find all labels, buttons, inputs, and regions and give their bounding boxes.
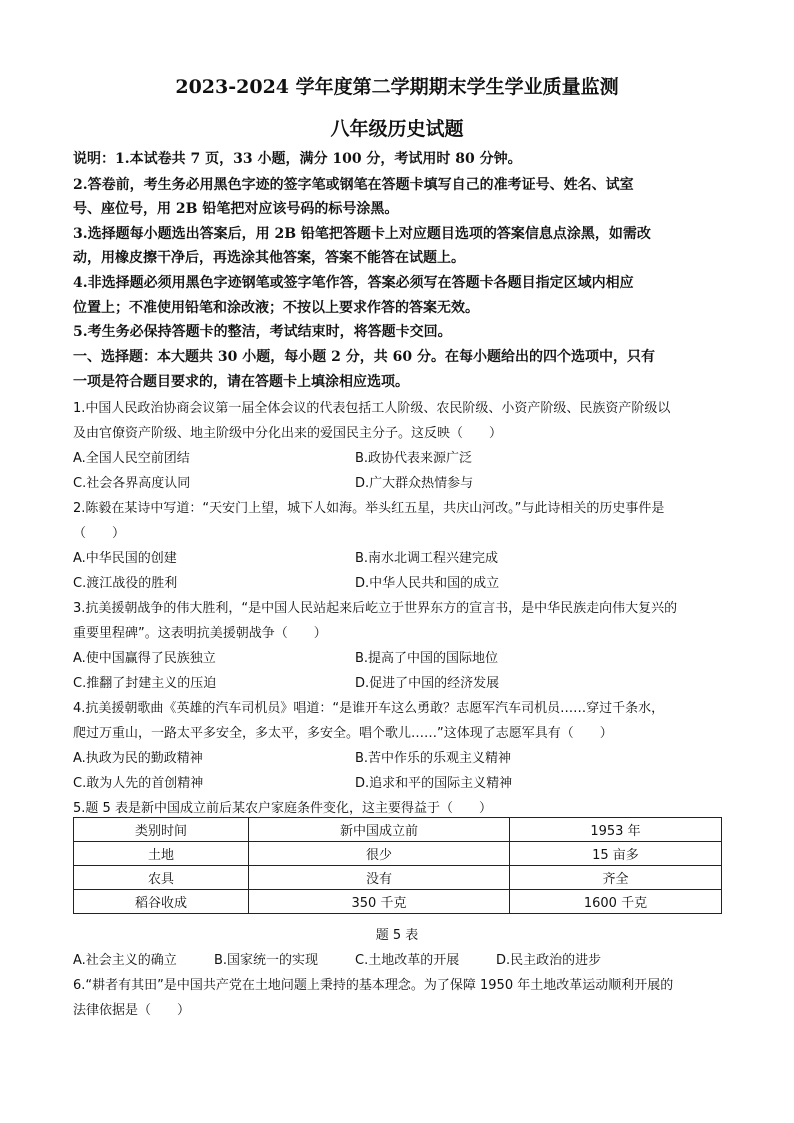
question-1-stem: 1.中国人民政治协商会议第一届全体会议的代表包括工人阶级、农民阶级、小资产阶级、民族资产阶级以 [73, 401, 671, 416]
question-5-option-d: D.民主政治的进步 [496, 953, 602, 968]
question-3-stem: 3.抗美援朝战争的伟大胜利，“是中国人民站起来后屹立于世界东方的宣言书，是中华民族走向伟大复兴的 [73, 601, 678, 616]
question-2-stem: （ ） [73, 526, 126, 541]
question-2-option-c: C.渡江战役的胜利 [73, 576, 178, 591]
question-1-option-d: D.广大群众热情参与 [355, 476, 474, 491]
table-cell: 稻谷收成 [74, 890, 249, 914]
table-caption: 题 5 表 [375, 928, 419, 943]
exam-subtitle: 八年级历史试题 [330, 118, 464, 140]
question-5-table [73, 817, 722, 914]
table-row [74, 818, 722, 842]
question-4-stem: 爬过万重山，一路太平多安全，多太平，多安全。唱个歌儿……”这体现了志愿军具有（ ） [73, 726, 613, 741]
question-3-option-c: C.推翻了封建主义的压迫 [73, 676, 217, 691]
question-5-option-b: B.国家统一的实现 [214, 953, 319, 968]
table-row [74, 890, 722, 914]
question-1-stem: 及由官僚资产阶级、地主阶级中分化出来的爱国民主分子。这反映（ ） [73, 426, 503, 441]
table-cell: 很少 [249, 842, 510, 866]
table-cell: 350 千克 [249, 890, 510, 914]
question-2-option-a: A.中华民国的创建 [73, 551, 177, 566]
question-4-option-d: D.追求和平的国际主义精神 [355, 776, 513, 791]
instruction-line: 动，用橡皮擦干净后，再选涂其他答案，答案不能答在试题上。 [73, 250, 465, 266]
question-2-stem: 2.陈毅在某诗中写道：“天安门上望，城下人如海。举头红五星，共庆山河改。”与此诗相关的历史事件是 [73, 501, 665, 516]
instruction-line: 说明：1.本试卷共 7 页，33 小题，满分 100 分，考试用时 80 分钟。 [73, 151, 522, 167]
section-heading: 一项是符合题目要求的，请在答题卡上填涂相应选项。 [73, 374, 409, 390]
question-3-option-b: B.提高了中国的国际地位 [355, 651, 499, 666]
question-3-option-d: D.促进了中国的经济发展 [355, 676, 500, 691]
instruction-line: 位置上；不准使用铅笔和涂改液；不按以上要求作答的答案无效。 [73, 300, 479, 316]
table-row [74, 866, 722, 890]
section-heading: 一、选择题：本大题共 30 小题，每小题 2 分，共 60 分。在每小题给出的四个选项中，只有 [73, 349, 655, 365]
table-cell: 15 亩多 [509, 842, 721, 866]
question-3-option-a: A.使中国赢得了民族独立 [73, 651, 216, 666]
table-cell: 1600 千克 [509, 890, 721, 914]
question-4-option-c: C.敢为人先的首创精神 [73, 776, 204, 791]
question-4-option-a: A.执政为民的勤政精神 [73, 751, 203, 766]
instruction-line: 3.选择题每小题选出答案后，用 2B 铅笔把答题卡上对应题目选项的答案信息点涂黑，如需改 [73, 226, 651, 242]
question-3-stem: 重要里程碑”。这表明抗美援朝战争（ ） [73, 626, 327, 641]
table-cell: 齐全 [509, 866, 721, 890]
exam-title: 2023-2024 学年度第二学期期末学生学业质量监测 [175, 76, 619, 98]
instruction-line: 5.考生务必保持答题卡的整洁，考试结束时，将答题卡交回。 [73, 324, 452, 340]
question-6-stem: 6.“耕者有其田”是中国共产党在土地问题上秉持的基本理念。为了保障 1950 年土地改革运动顺利开展的 [73, 978, 674, 993]
question-4-stem: 4.抗美援朝歌曲《英雄的汽车司机员》唱道：“是谁开车这么勇敢？志愿军汽车司机员……穿过千条水， [73, 701, 665, 716]
table-cell: 类别时间 [74, 818, 249, 842]
instruction-line: 4.非选择题必须用黑色字迹钢笔或签字笔作答，答案必须写在答题卡各题目指定区域内相应 [73, 275, 634, 291]
question-5-option-a: A.社会主义的确立 [73, 953, 177, 968]
question-1-option-b: B.政协代表来源广泛 [355, 451, 473, 466]
question-1-option-c: C.社会各界高度认同 [73, 476, 191, 491]
question-4-option-b: B.苦中作乐的乐观主义精神 [355, 751, 512, 766]
question-5-option-c: C.土地改革的开展 [355, 953, 460, 968]
question-2-option-b: B.南水北调工程兴建完成 [355, 551, 499, 566]
table-cell: 1953 年 [509, 818, 721, 842]
table-row [74, 842, 722, 866]
question-6-stem: 法律依据是（ ） [73, 1003, 191, 1018]
table-cell: 农具 [74, 866, 249, 890]
question-5-stem: 5.题 5 表是新中国成立前后某农户家庭条件变化，这主要得益于（ ） [73, 801, 492, 816]
question-2-option-d: D.中华人民共和国的成立 [355, 576, 500, 591]
table-cell: 新中国成立前 [249, 818, 510, 842]
table-cell: 土地 [74, 842, 249, 866]
instruction-line: 号、座位号，用 2B 铅笔把对应该号码的标号涂黑。 [73, 201, 399, 217]
question-1-option-a: A.全国人民空前团结 [73, 451, 190, 466]
table-cell: 没有 [249, 866, 510, 890]
instruction-line: 2.答卷前，考生务必用黑色字迹的签字笔或钢笔在答题卡填写自己的准考证号、姓名、试室 [73, 177, 634, 193]
